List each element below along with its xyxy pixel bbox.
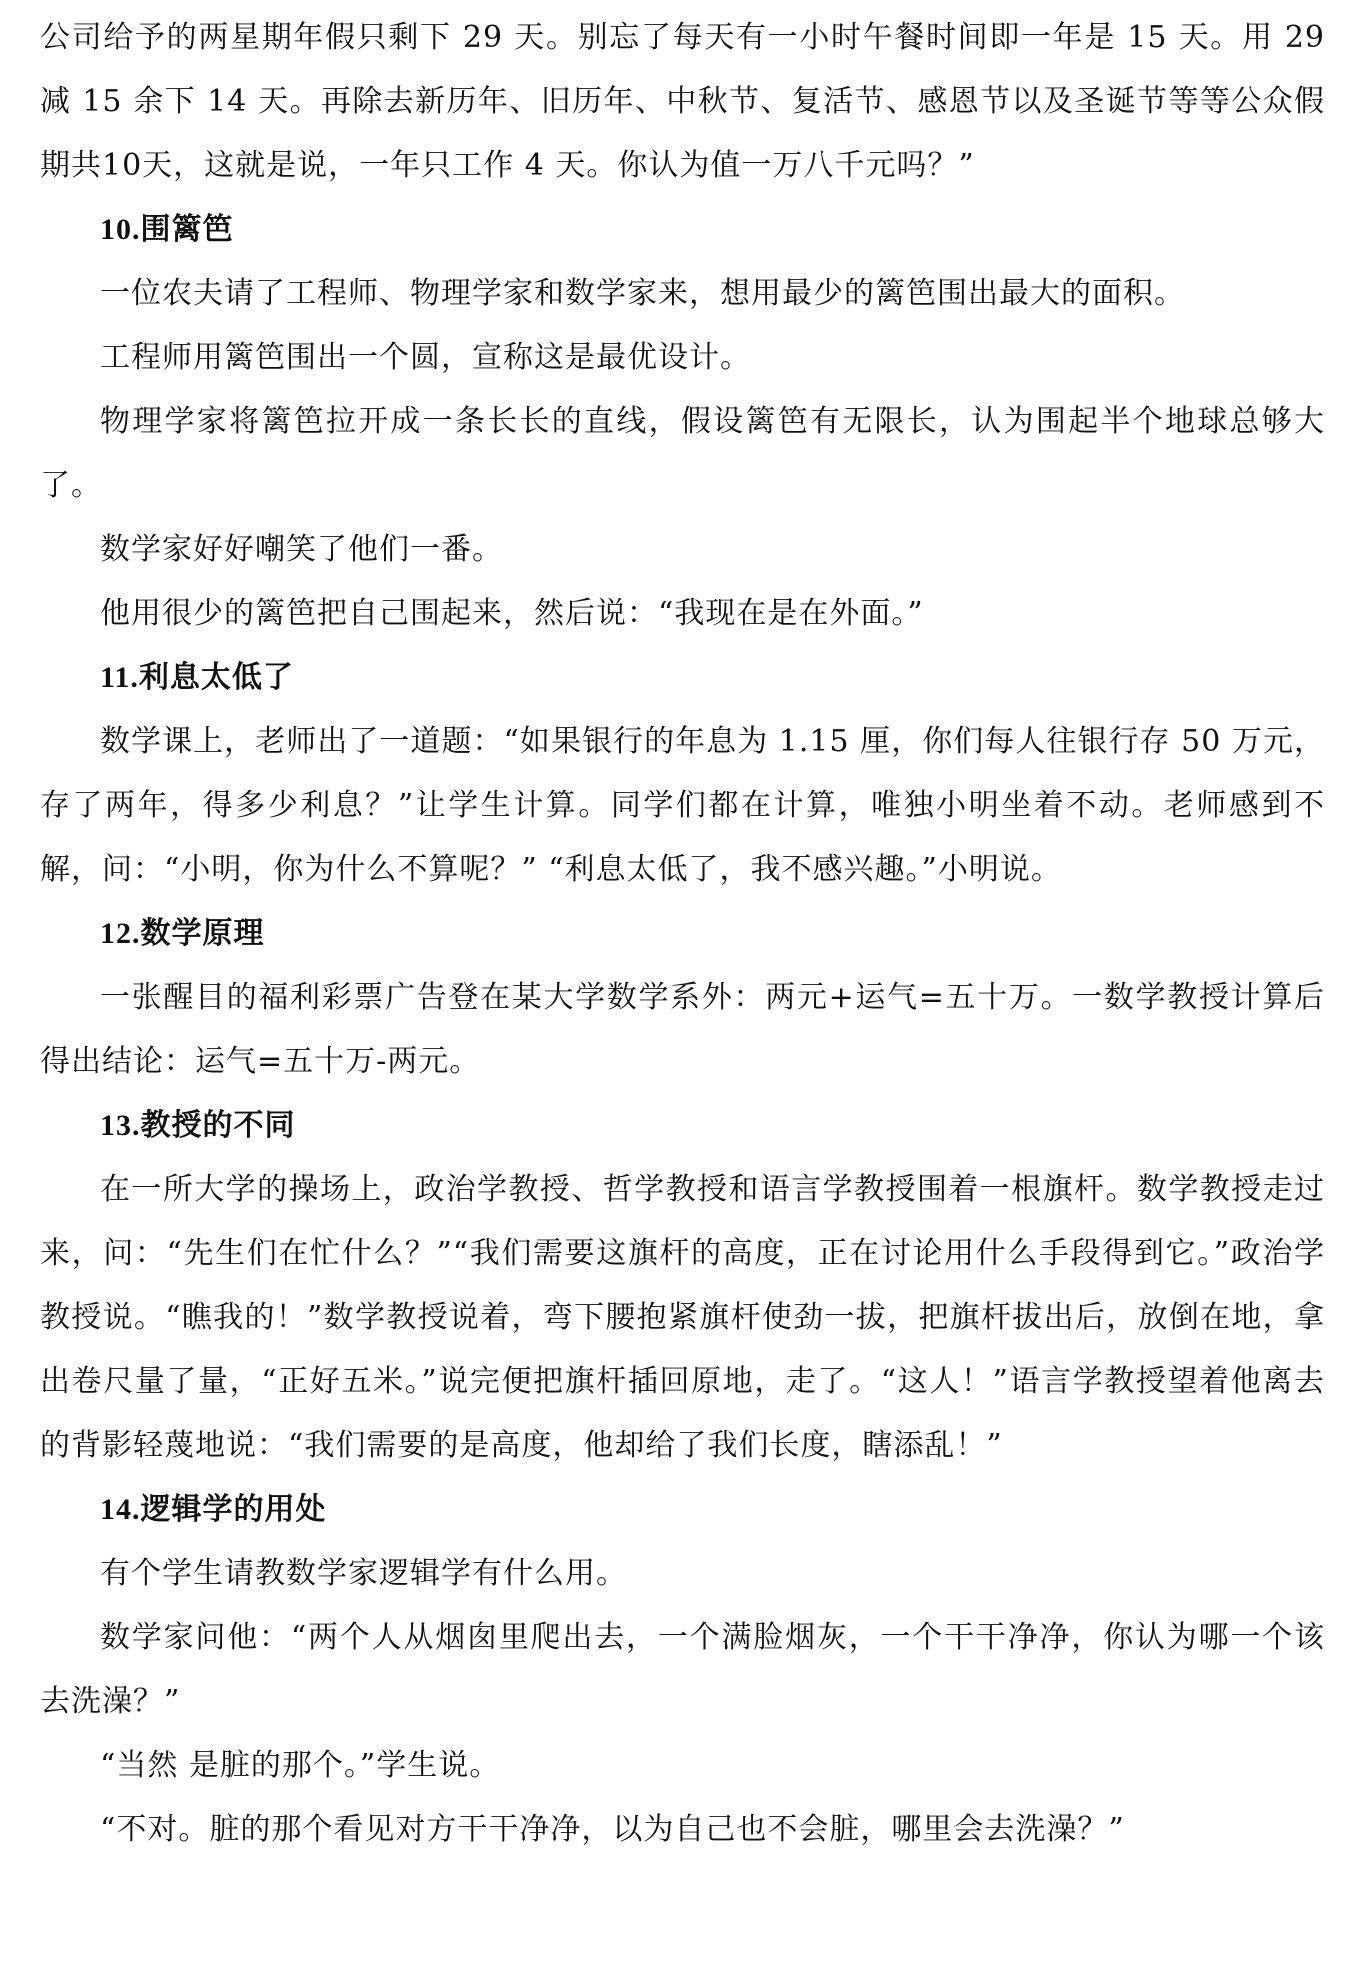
section-heading-12: [40, 902, 1325, 966]
section-title: 利息太低了: [138, 660, 294, 695]
paragraph: 数学课上，老师出了一道题：“如果银行的年息为 1.15 厘，你们每人往银行存 50 万元，存了两年，得多少利息？”让学生计算。同学们都在计算，唯独小明坐着不动。老师感到不解，问：“小明，你为什么不算呢？” “利息太低了，我不感兴趣。”小明说。: [40, 724, 1325, 887]
paragraph: 一张醒目的福利彩票广告登在某大学数学系外：两元+运气=五十万。一数学教授计算后得出结论：运气=五十万-两元。: [40, 980, 1325, 1079]
section-number: 11.: [100, 661, 139, 694]
paragraph: 有个学生请教数学家逻辑学有什么用。: [100, 1556, 627, 1591]
paragraph: “当然 是脏的那个。”学生说。: [100, 1748, 501, 1783]
section-title: 教授的不同: [140, 1108, 296, 1143]
section-heading-11: [40, 646, 1325, 710]
section-number: 10.: [100, 213, 141, 246]
section-number: 13.: [100, 1109, 141, 1142]
section-title: 数学原理: [140, 916, 265, 951]
section-heading-13: [40, 1094, 1325, 1158]
paragraph: 物理学家将篱笆拉开成一条长长的直线，假设篱笆有无限长，认为围起半个地球总够大了。: [40, 404, 1325, 503]
section-title: 逻辑学的用处: [140, 1492, 327, 1527]
paragraph: 他用很少的篱笆把自己围起来，然后说：“我现在是在外面。”: [100, 596, 924, 631]
paragraph: “不对。脏的那个看见对方干干净净，以为自己也不会脏，哪里会去洗澡？”: [100, 1812, 1125, 1847]
paragraph: 在一所大学的操场上，政治学教授、哲学教授和语言学教授围着一根旗杆。数学教授走过来，问：“先生们在忙什么？”“我们需要这旗杆的高度，正在讨论用什么手段得到它。”政治学教授说。“瞧我的！”数学教授说着，弯下腰抱紧旗杆使劲一拔，把旗杆拔出后，放倒在地，拿出卷尺量了量，“正好五米。”说完便把旗杆插回原地，走了。“这人！”语言学教授望着他离去的背影轻蔑地说：“我们需要的是高度，他却给了我们长度，瞎添乱！”: [40, 1172, 1325, 1463]
section-number: 14.: [100, 1493, 141, 1526]
paragraph: 工程师用篱笆围出一个圆，宣称这是最优设计。: [100, 340, 751, 375]
section-number: 12.: [100, 917, 141, 950]
paragraph: 一位农夫请了工程师、物理学家和数学家来，想用最少的篱笆围出最大的面积。: [100, 276, 1185, 311]
section-heading-14: [40, 1478, 1325, 1542]
section-heading-10: [40, 198, 1325, 262]
section-title: 围篱笆: [140, 212, 234, 247]
intro-paragraph: 公司给予的两星期年假只剩下 29 天。别忘了每天有一小时午餐时间即一年是 15 天。用 29 减 15 余下 14 天。再除去新历年、旧历年、中秋节、复活节、感恩节以及圣诞节等等公众假期共10天，这就是说，一年只工作 4 天。你认为值一万八千元吗？”: [40, 20, 1325, 183]
paragraph: 数学家好好嘲笑了他们一番。: [100, 532, 503, 567]
document-page: [40, 6, 1325, 1862]
paragraph: 数学家问他：“两个人从烟囱里爬出去，一个满脸烟灰，一个干干净净，你认为哪一个该去洗澡？”: [40, 1620, 1325, 1719]
